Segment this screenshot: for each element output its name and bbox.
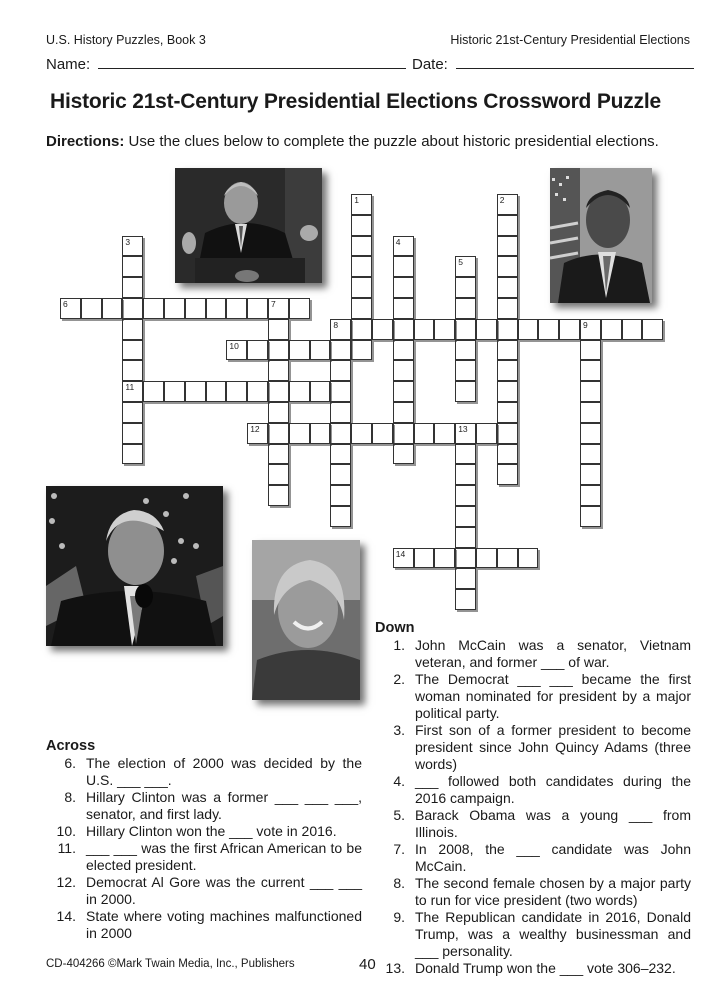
crossword-cell[interactable] [518,548,539,569]
clue-number: 11 [125,382,135,393]
crossword-cell[interactable] [268,485,289,506]
crossword-cell[interactable] [330,340,351,361]
crossword-cell[interactable] [455,256,476,277]
clue-number: 5 [458,257,463,268]
crossword-cell[interactable] [476,548,497,569]
clue-text: The second female chosen by a major party to run for vice president (two words) [415,875,691,908]
across-clue [46,823,362,840]
crossword-cell[interactable] [414,548,435,569]
crossword-cell[interactable] [122,381,143,402]
crossword-cell[interactable] [580,485,601,506]
crossword-cell[interactable] [393,548,414,569]
crossword-cell[interactable] [622,319,643,340]
crossword-cell[interactable] [351,256,372,277]
clue-number: 8. [393,875,405,891]
publisher-footer: CD-404266 ©Mark Twain Media, Inc., Publishers [46,958,295,970]
across-heading: Across [46,738,96,754]
clue-text: Donald Trump won the ___ vote 306–232. [415,960,676,976]
crossword-cell[interactable] [122,402,143,423]
crossword-cell[interactable] [455,464,476,485]
clue-number: 13 [458,423,468,434]
crossword-cell[interactable] [497,215,518,236]
clue-text: First son of a former president to become president since John Quincy Adams (three words) [415,722,691,772]
across-clues [46,738,362,942]
date-label: Date: [412,56,448,73]
crossword-cell[interactable] [455,381,476,402]
clue-number: 2. [393,671,405,687]
crossword-cell[interactable] [268,444,289,465]
clue-number: 1. [393,637,405,653]
crossword-cell[interactable] [393,381,414,402]
crossword-cell[interactable] [122,423,143,444]
clue-text: John McCain was a senator, Vietnam veteran, and former ___ of war. [415,637,691,670]
directions-label: Directions: [46,133,125,150]
clue-text: ___ ___ was the first African American to be elected president. [86,840,362,873]
crossword-cell[interactable] [351,319,372,340]
clue-number: 12. [56,874,76,890]
crossword-cell[interactable] [289,298,310,319]
clue-number: 5. [393,807,405,823]
down-clue [375,875,691,909]
crossword-cell[interactable] [518,319,539,340]
crossword-cell[interactable] [497,548,518,569]
clue-text: In 2008, the ___ candidate was John McCain. [415,841,691,874]
crossword-cell[interactable] [226,298,247,319]
crossword-cell[interactable] [601,319,622,340]
crossword-cell[interactable] [185,381,206,402]
crossword-cell[interactable] [393,444,414,465]
clue-number: 14 [395,548,406,559]
clue-text: State where voting machines malfunctioned in 2000 [86,908,362,941]
crossword-cell[interactable] [455,277,476,298]
crossword-cell[interactable] [206,298,227,319]
crossword-cell[interactable] [226,340,247,361]
clue-number: 3. [393,722,405,738]
crossword-cell[interactable] [226,381,247,402]
crossword-cell[interactable] [330,402,351,423]
across-clue [46,908,362,942]
crossword-cell[interactable] [497,340,518,361]
crossword-cell[interactable] [393,340,414,361]
down-clue [375,722,691,773]
crossword-cell[interactable] [580,506,601,527]
crossword-cell[interactable] [122,319,143,340]
crossword-cell[interactable] [372,423,393,444]
crossword-cell[interactable] [185,298,206,319]
down-clue [375,773,691,807]
crossword-cell[interactable] [330,360,351,381]
across-clue [46,755,362,789]
clue-number: 7 [271,299,276,309]
crossword-cell[interactable] [497,277,518,298]
crossword-cell[interactable] [102,298,123,319]
clue-number: 8. [64,789,76,805]
down-clue [375,807,691,841]
crossword-cell[interactable] [351,340,372,361]
crossword-cell[interactable] [455,506,476,527]
book-title: U.S. History Puzzles, Book 3 [46,33,206,47]
clue-number: 9. [393,909,405,925]
crossword-cell[interactable] [330,464,351,485]
crossword-cell[interactable] [580,423,601,444]
clue-text: The Republican candidate in 2016, Donald Trump, was a wealthy businessman and ___ personality. [415,909,691,959]
clue-number: 1 [354,195,359,205]
crossword-cell[interactable] [497,298,518,319]
crossword-cell[interactable] [268,423,289,444]
down-clue [375,960,691,977]
crossword-cell[interactable] [310,340,331,361]
crossword-cell[interactable] [580,360,601,381]
crossword-cell[interactable] [455,527,476,548]
crossword-cell[interactable] [247,423,268,444]
crossword-cell[interactable] [122,360,143,381]
crossword-cell[interactable] [351,298,372,319]
crossword-cell[interactable] [268,319,289,340]
crossword-cell[interactable] [122,236,143,257]
clue-number: 8 [333,319,339,330]
crossword-cell[interactable] [372,319,393,340]
crossword-cell[interactable] [497,360,518,381]
crossword-cell[interactable] [289,381,310,402]
topic-title: Historic 21st-Century Presidential Elections [450,33,690,47]
crossword-cell[interactable] [268,464,289,485]
clue-number: 2 [499,195,505,205]
crossword-cell[interactable] [247,298,268,319]
clue-number: 14. [56,908,76,924]
crossword-cell[interactable] [414,319,435,340]
crossword-cell[interactable] [268,298,289,319]
down-heading: Down [375,620,415,636]
crossword-cell[interactable] [393,319,414,340]
crossword-cell[interactable] [497,464,518,485]
down-clue [375,671,691,722]
crossword-cell[interactable] [268,381,289,402]
clue-text: Hillary Clinton was a former ___ ___ ___, senator, and first lady. [86,789,362,822]
crossword-cell[interactable] [580,381,601,402]
crossword-cell[interactable] [81,298,102,319]
crossword-cell[interactable] [538,319,559,340]
crossword-cell[interactable] [476,319,497,340]
clue-number: 9 [583,319,588,330]
crossword-cell[interactable] [580,319,601,340]
crossword-cell[interactable] [310,423,331,444]
crossword-cell[interactable] [330,506,351,527]
crossword-cell[interactable] [164,298,185,319]
clue-number: 6 [63,299,68,309]
crossword-cell[interactable] [642,319,663,340]
clue-number: 11. [57,840,76,856]
crossword-cell[interactable] [455,548,476,569]
directions-text: Use the clues below to complete the puzzle about historic presidential elections. [124,133,659,150]
crossword-cell[interactable] [393,423,414,444]
crossword-cell[interactable] [122,298,143,319]
crossword-cell[interactable] [351,194,372,215]
clue-number: 10 [229,340,239,351]
crossword-cell[interactable] [393,360,414,381]
crossword-cell[interactable] [497,402,518,423]
crossword-cell[interactable] [455,444,476,465]
crossword-cell[interactable] [351,236,372,257]
page-title: Historic 21st-Century Presidential Elections Crossword Puzzle [50,90,661,113]
crossword-cell[interactable] [497,444,518,465]
crossword-cell[interactable] [455,423,476,444]
crossword-cell[interactable] [164,381,185,402]
crossword-cell[interactable] [206,381,227,402]
clue-text: Democrat Al Gore was the current ___ ___ in 2000. [86,874,362,907]
crossword-cell[interactable] [268,402,289,423]
crossword-cell[interactable] [310,381,331,402]
crossword-cell[interactable] [330,485,351,506]
clue-number: 10. [56,823,76,839]
crossword-cell[interactable] [580,464,601,485]
crossword-cell[interactable] [414,423,435,444]
name-label: Name: [46,56,91,73]
crossword-cell[interactable] [330,423,351,444]
crossword-cell[interactable] [559,319,580,340]
crossword-cell[interactable] [497,256,518,277]
crossword-cell[interactable] [330,444,351,465]
crossword-cell[interactable] [434,423,455,444]
crossword-cell[interactable] [289,423,310,444]
across-clue [46,789,362,823]
clue-text: Hillary Clinton won the ___ vote in 2016. [86,823,337,839]
clue-number: 4. [393,773,405,789]
crossword-cell[interactable] [247,381,268,402]
clue-number: 7. [393,841,405,857]
down-clue [375,841,691,875]
crossword-cell[interactable] [434,548,455,569]
crossword-cell[interactable] [268,360,289,381]
crossword-cell[interactable] [580,402,601,423]
crossword-cell[interactable] [455,485,476,506]
crossword-cell[interactable] [497,194,518,215]
crossword-cell[interactable] [330,319,351,340]
crossword-cell[interactable] [393,236,414,257]
crossword-cell[interactable] [455,319,476,340]
across-clue [46,840,362,874]
crossword-cell[interactable] [393,277,414,298]
crossword-cell[interactable] [122,277,143,298]
across-clue [46,874,362,908]
down-clues [375,620,691,977]
crossword-cell[interactable] [455,589,476,610]
crossword-cell[interactable] [143,298,164,319]
crossword-cell[interactable] [289,340,310,361]
clue-number: 4 [395,236,401,247]
page-number: 40 [359,956,376,973]
crossword-cell[interactable] [247,340,268,361]
clue-text: ___ followed both candidates during the 2016 campaign. [415,773,691,806]
crossword-cell[interactable] [497,236,518,257]
clue-text: The election of 2000 was decided by the U.S. ___ ___. [86,755,362,788]
crossword-cell[interactable] [122,444,143,465]
crossword-cell[interactable] [455,340,476,361]
crossword-cell[interactable] [580,444,601,465]
crossword-cell[interactable] [122,340,143,361]
crossword-cell[interactable] [351,423,372,444]
crossword-cell[interactable] [393,298,414,319]
crossword-cell[interactable] [434,319,455,340]
crossword-cell[interactable] [455,360,476,381]
clue-number: 3 [125,236,131,247]
crossword-cell[interactable] [393,256,414,277]
clue-number: 6. [64,755,76,771]
clue-number: 12 [250,423,260,434]
crossword-cell[interactable] [122,256,143,277]
crossword-cell[interactable] [455,298,476,319]
clue-text: The Democrat ___ ___ became the first woman nominated for president by a major political party. [415,671,691,721]
crossword-cell[interactable] [268,340,289,361]
crossword-cell[interactable] [143,381,164,402]
crossword-cell[interactable] [476,423,497,444]
crossword-cell[interactable] [497,381,518,402]
down-clue [375,909,691,960]
clue-number: 13. [385,960,405,976]
clue-text: Barack Obama was a young ___ from Illinois. [415,807,691,840]
crossword-cell[interactable] [497,319,518,340]
crossword-cell[interactable] [60,298,81,319]
crossword-cell[interactable] [393,402,414,423]
crossword-cell[interactable] [497,423,518,444]
crossword-cell[interactable] [455,568,476,589]
down-clue [375,637,691,671]
crossword-cell[interactable] [330,381,351,402]
crossword-cell[interactable] [351,277,372,298]
crossword-cell[interactable] [580,340,601,361]
crossword-cell[interactable] [351,215,372,236]
